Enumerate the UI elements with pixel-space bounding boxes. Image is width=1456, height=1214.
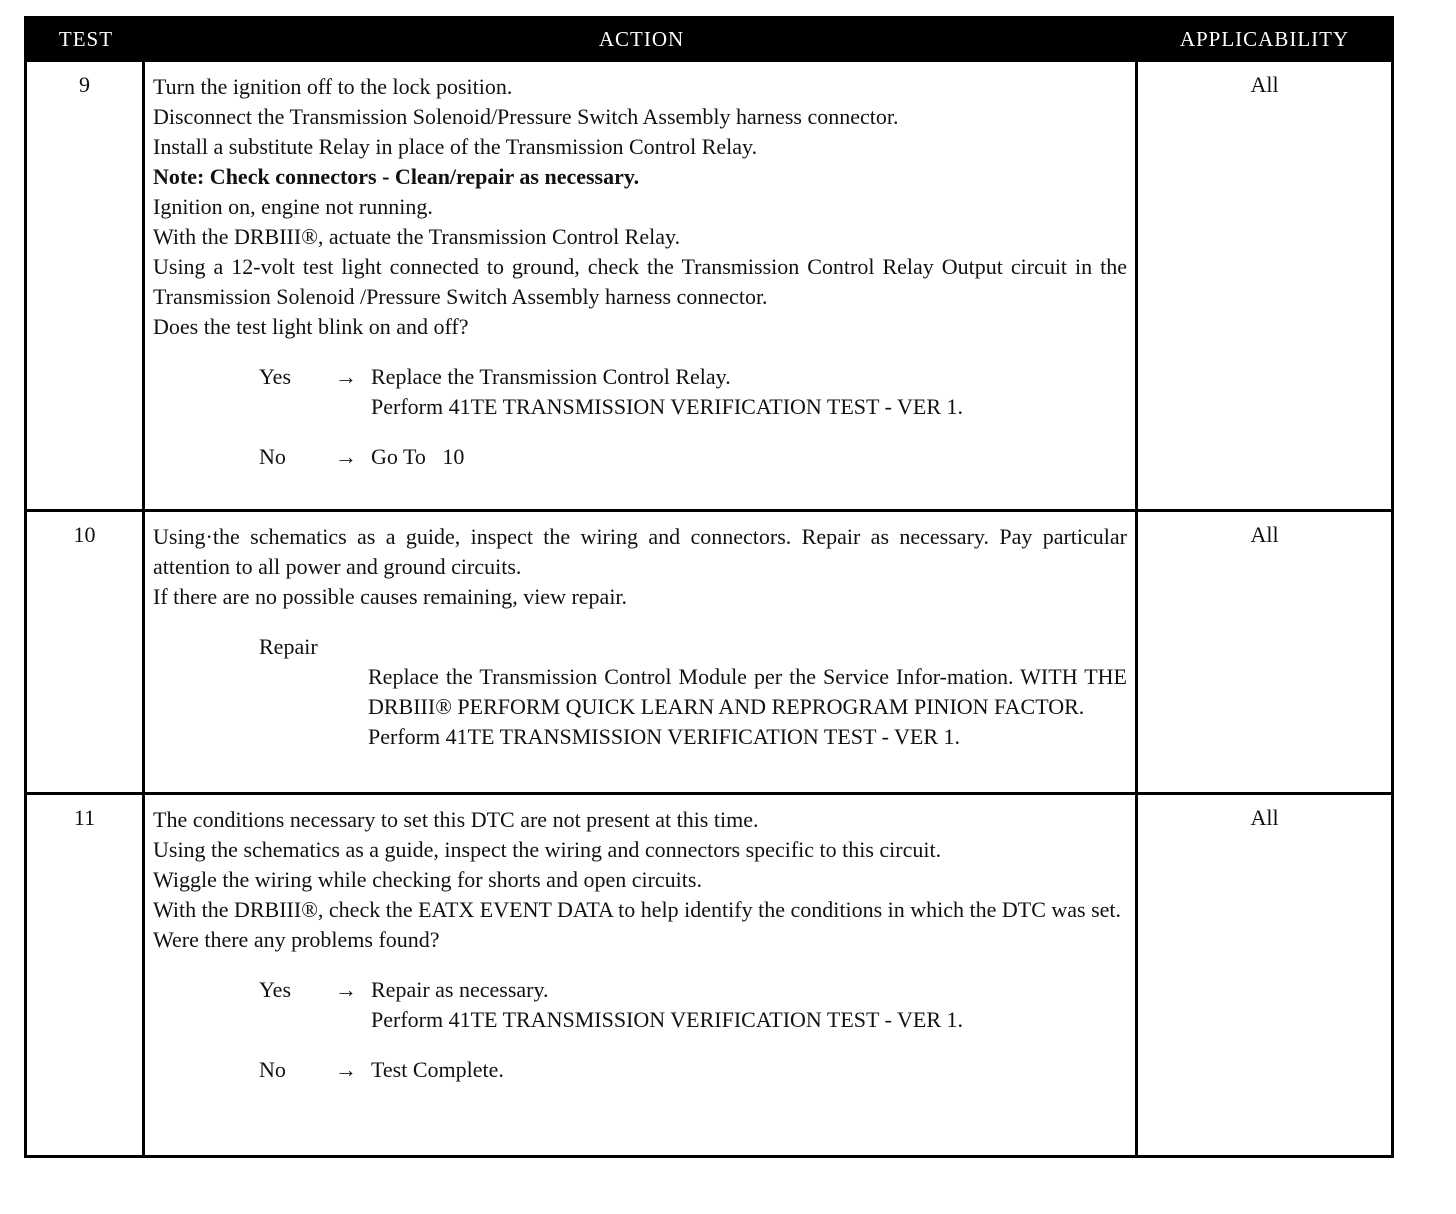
yes-label: Yes <box>259 977 292 1002</box>
action-note: Note: Check connectors - Clean/repair as necessary. <box>153 164 640 189</box>
repair-text-block <box>153 662 1127 752</box>
test-number: 9 <box>27 62 145 509</box>
applicability-cell: All <box>1250 805 1279 830</box>
yes-result-line: Repair as necessary. <box>371 977 549 1002</box>
action-line: Using a 12-volt test light connected to ground, check the Transmission Control Relay Output circuit in the Transmission Solenoid /Pressure Switch Assembly harness connector. <box>153 254 1127 309</box>
header-applicability: APPLICABILITY <box>1179 26 1350 51</box>
yes-result <box>371 362 1127 422</box>
header-action: ACTION <box>598 26 685 51</box>
table-row <box>27 509 1391 792</box>
arrow-icon: → <box>335 444 357 469</box>
action-line: Disconnect the Transmission Solenoid/Pressure Switch Assembly harness connector. <box>153 104 899 129</box>
test-number: 11 <box>27 795 145 1155</box>
table-row <box>27 59 1391 509</box>
action-line: Wiggle the wiring while checking for shorts and open circuits. <box>153 867 702 892</box>
no-result: Go To 10 <box>371 444 465 469</box>
arrow-icon: → <box>335 364 357 389</box>
action-question: Does the test light blink on and off? <box>153 314 469 339</box>
action-line: Ignition on, engine not running. <box>153 194 433 219</box>
action-line: With the DRBIII®, actuate the Transmission Control Relay. <box>153 224 681 249</box>
test-number: 10 <box>27 512 145 792</box>
action-cell <box>145 62 1138 509</box>
no-branch <box>153 442 1127 472</box>
action-line: If there are no possible causes remaining, view repair. <box>153 584 628 609</box>
action-cell <box>145 512 1138 792</box>
action-line: With the DRBIII®, check the EATX EVENT DATA to help identify the conditions in which the DTC was set. <box>153 897 1122 922</box>
table-row <box>27 792 1391 1155</box>
no-branch <box>153 1055 1127 1085</box>
action-line: Install a substitute Relay in place of the Transmission Control Relay. <box>153 134 758 159</box>
yes-result-line: Perform 41TE TRANSMISSION VERIFICATION TEST - VER 1. <box>371 394 963 419</box>
action-line: Using·the schematics as a guide, inspect the wiring and connectors. Repair as necessary. Pay particular attention to all power and ground circuits. <box>153 524 1127 579</box>
arrow-icon: → <box>335 977 357 1002</box>
yes-result <box>371 975 1127 1035</box>
action-cell <box>145 795 1138 1155</box>
arrow-icon: → <box>335 1057 357 1082</box>
action-line: Using the schematics as a guide, inspect the wiring and connectors specific to this circuit. <box>153 837 942 862</box>
action-question: Were there any problems found? <box>153 927 440 952</box>
diagnostic-test-table <box>24 16 1394 1158</box>
yes-branch <box>153 362 1127 422</box>
repair-perform: Perform 41TE TRANSMISSION VERIFICATION TEST - VER 1. <box>368 724 960 749</box>
yes-result-line: Perform 41TE TRANSMISSION VERIFICATION TEST - VER 1. <box>371 1007 963 1032</box>
yes-branch <box>153 975 1127 1035</box>
action-line: The conditions necessary to set this DTC are not present at this time. <box>153 807 759 832</box>
no-label: No <box>259 444 286 469</box>
action-line: Turn the ignition off to the lock position. <box>153 74 513 99</box>
applicability-cell: All <box>1250 72 1279 97</box>
no-result: Test Complete. <box>371 1057 504 1082</box>
repair-text: Replace the Transmission Control Module per the Service Infor-mation. WITH THE DRBIII® PERFORM QUICK LEARN AND REPROGRAM PINION FACTOR. <box>368 664 1127 719</box>
applicability-cell: All <box>1250 522 1279 547</box>
yes-label: Yes <box>259 364 292 389</box>
repair-label: Repair <box>259 634 318 659</box>
yes-result-line: Replace the Transmission Control Relay. <box>371 364 731 389</box>
no-label: No <box>259 1057 286 1082</box>
header-test: TEST <box>58 26 114 51</box>
table-header <box>27 19 1391 59</box>
